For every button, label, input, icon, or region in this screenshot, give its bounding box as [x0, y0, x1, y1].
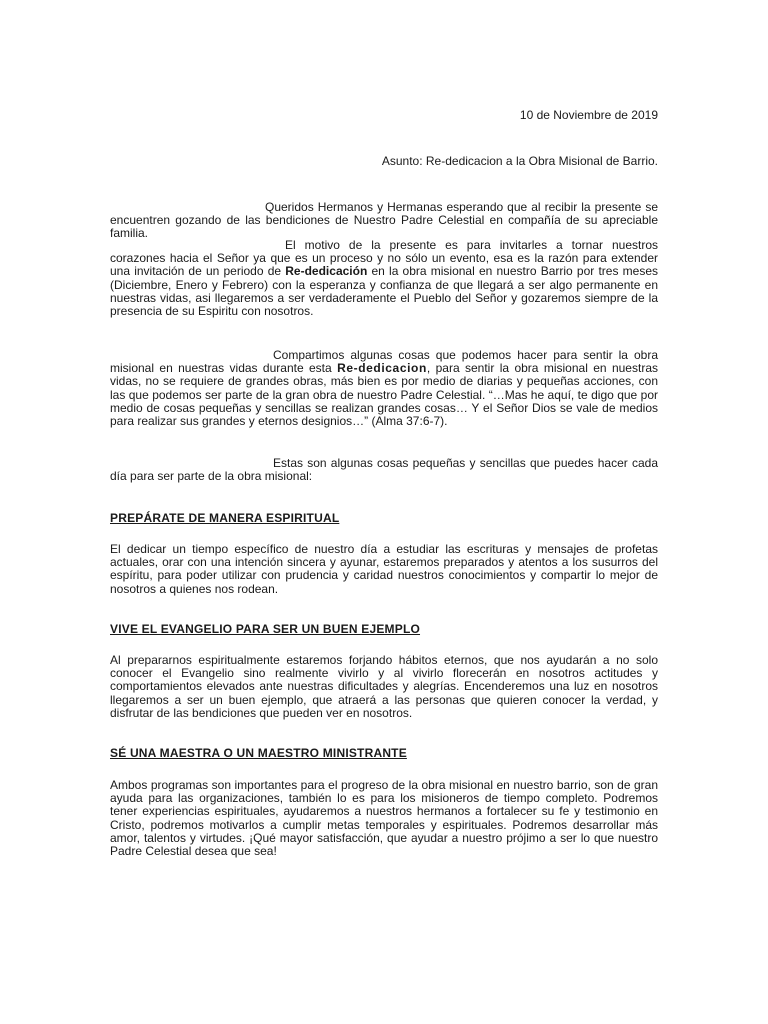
section-heading-live-gospel: VIVE EL EVANGELIO PARA SER UN BUEN EJEMPLO [110, 622, 421, 636]
section-body-ministering: Ambos programas son importantes para el progreso de la obra misional en nuestro barrio, son de gran ayuda para las organizaciones, también lo es para los misioneros de tiempo completo. Podremos tener experiencias espirituales, ayudaremos a nuestros hermanos a fortalecer su fe y testimonio en Cristo, podremos motivarlos a cumplir metas temporales y espirituales. Podremos desarrollar más amor, talentos y virtudes. ¡Qué mayor satisfacción, que ayudar a nuestro prójimo a ser lo que nuestro Padre Celestial desea que sea! [110, 778, 658, 859]
section-heading-ministering: SÉ UNA MAESTRA O UN MAESTRO MINISTRANTE [110, 746, 407, 760]
letter-subject: Asunto: Re-dedicacion a la Obra Misional de Barrio. [381, 154, 658, 168]
share-text-after: , para sentir la obra misional en nuestras vidas, no se requiere de grandes obras, más bien es por medio de diarias y pequeñas acciones, con las que podemos ser parte de la gran obra de nuestro Padre Celestial. “…Mas he aquí, te digo que por medio de cosas pequeñas y sencillas se realizan grandes cosas… Y el Señor Dios se vale de medios para realizar sus grandes y eternos designios…” (Alma 37:6-7). [110, 361, 658, 429]
motive-bold-term: Re-dedicación [285, 264, 368, 279]
section-heading-prepare: PREPÁRATE DE MANERA ESPIRITUAL [110, 511, 340, 525]
section-body-prepare: El dedicar un tiempo específico de nuestro día a estudiar las escrituras y mensajes de profetas actuales, orar con una intención sincera y ayunar, estaremos preparados y atentos a los susurros del espíritu, para poder utilizar con prudencia y caridad nuestros conocimientos y compartir lo mejor de nosotros a quienes nos rodean. [110, 542, 658, 596]
letter-date: 10 de Noviembre de 2019 [519, 108, 658, 122]
greeting-paragraph: Queridos Hermanos y Hermanas esperando que al recibir la presente se encuentren gozando de las bendiciones de Nuestro Padre Celestial en compañía de su apreciable familia. [110, 200, 658, 241]
motive-text-after: en la obra misional en nuestro Barrio por tres meses (Diciembre, Enero y Febrero) con la esperanza y confianza de que llegará a ser algo permanente en nuestras vidas, asi llegaremos a ser verdaderamente el Pueblo del Señor y gozaremos siempre de la presencia de su Espiritu con nosotros. [110, 264, 658, 319]
share-bold-term: Re-dedicacion [337, 361, 427, 376]
share-text-before: Compartimos algunas cosas que podemos hacer para sentir la obra misional en nuestras vidas durante esta [110, 348, 658, 376]
share-paragraph [110, 349, 658, 428]
section-body-live-gospel: Al prepararnos espiritualmente estaremos forjando hábitos eternos, que nos ayudarán a no solo conocer el Evangelio sino realmente vivirlo y al vivirlo florecerán en nosotros actitudes y comportamientos elevados ante nuestras dificultades y alegrías. Encenderemos una luz en nosotros llegaremos a ser un buen ejemplo, que atraerá a las personas que quieren conocer la verdad, y disfrutar de las bendiciones que pueden ver en nosotros. [110, 653, 658, 720]
motive-paragraph [110, 239, 658, 318]
intro-list-paragraph: Estas son algunas cosas pequeñas y sencillas que puedes hacer cada día para ser parte de la obra misional: [110, 456, 658, 484]
motive-text-before: El motivo de la presente es para invitarles a tornar nuestros corazones hacia el Señor ya que es un proceso y no sólo un evento, esa es la razón para extender una invitación de un periodo de [110, 238, 658, 279]
